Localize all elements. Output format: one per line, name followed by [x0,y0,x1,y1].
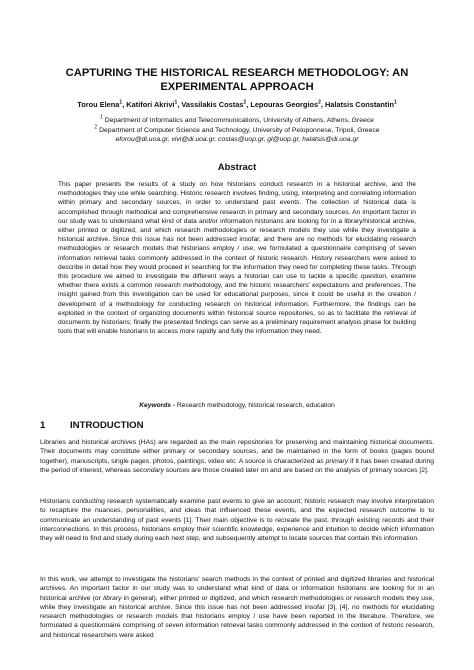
section-number: 1 [40,420,46,431]
emphasis-primary: primary [325,457,349,465]
emphasis-secondary: secondary [132,466,164,474]
body-paragraph [40,438,434,475]
author-name: Torou Elena [77,100,120,109]
author-affiliation-mark: 1 [119,99,123,106]
keywords-label: Keywords - [139,402,176,409]
author-affiliation-mark: 2 [243,99,247,106]
author-affiliation-mark: 1 [174,99,178,106]
author-name: Halatsis Constantin [324,100,394,109]
affiliation-line [30,116,444,126]
author-name: Lepouras Georgios [250,100,319,109]
keywords-text: Research methodology, historical research, education [176,402,335,409]
body-text: in general), either printed or digitized, and which research methodologies or research models they use, while they investigate an historical archive. Since this issue has not been addressed insofar [3], [4], no methods for elucidating research methodologies or research models that historians employ / use have been reported in the literature. Therefore, we formulated a questionnaire comprising of seven information retrieval tasks commonly addressed in the context of historic research, and historical researchers were asked [40,594,434,639]
abstract-heading: Abstract [217,162,257,173]
section-heading [40,420,144,431]
body-paragraph: Historians conducting research systematically examine past events to give an account; historic research may involve interpretation to recapture the nuances, personalities, and ideas that influenced these events, and the expected research outcome is to communicate an understanding of past events [1]. Their main objective is to recreate the past, through existing records and their interconnections. In this process, historians employ their scientific knowledge, experience and intuition to decide which information they will need to find and study during each next step, and subsequently attempt to locate sources that contain this information. [40,498,434,543]
body-text: if it has been created during the period of interest, whereas [40,457,435,474]
affiliation-mark: 1 [100,114,103,121]
title-line-2: EXPERIMENTAL APPROACH [160,81,314,93]
author-name: Vassilakis Costas [181,100,244,109]
keywords-line [58,401,416,410]
body-text: In this work, we attempt to investigate the historians' search methods in the context of printed and digitized libraries and historical archives. An important factor in our study was to understand what kind of data or information historians are looking for in an historical archive (or [40,576,434,602]
author-emails: eforou@di.uoa.gr, vivi@di.uoa.gr, costas@uop.gr, gl@uop.gr, halatsis@di.uoa.gr [115,136,359,143]
author-list: Torou Elena$^1$, Katifori Akrivi$^1$, Vassilakis Costas$^2$, Lepouras Georgios$^2$, Halatsis Constantin$^1$ [77,99,397,109]
author-name: Katifori Akrivi [126,100,175,109]
affiliation-text: Department of Computer Science and Technology, University of Peloponnese, Tripoli, Greece [99,126,380,134]
author-affiliation-mark: 1 [393,99,397,106]
author-affiliation-mark: 2 [318,99,321,106]
affiliation-mark: 2 [94,124,98,131]
affiliation-text: Department of Informatics and Telecommunications, University of Athens, Athens, Greece [104,117,374,124]
abstract-text: This paper presents the results of a study on how historians conduct research in a historical archive, and the methodologies they use while searching. Historic research involves finding, using, interpreting and correlating information within primary and secondary sources, in order to understand past events. The collection of historical data is accomplished through methodical and comprehensive research in primary and secondary sources. An important factor in our study was to understand what kind of data and/or information historians are looking for in a library/historical archive, either printed or digitized, and which research methodologies or research models they use while they investigate a historical archive. Since this issue has not been addressed insofar, and there are no methods for elucidating research methodologies or research models that historians employ / use, we formulated a questionnaire comprising of seven information retrieval tasks commonly addressed in the context of historic research. History researchers were asked to describe in detail how they would proceed in searching for the information they need for completing these tasks. Through this procedure we aimed to investigate the different ways a historian can use to tackle a specific question, examine whether there exists a common research methodology, and the historic researchers' expectations and preferences. The insight gained from this investigation can be used for educational purposes, since it could be useful in the creation / development of a methodology for conducting research on historical information. Furthermore, the findings can be exploited in the context of organizing documents within historical source repositories, so as to facilitate the retrieval of documents by historians; finally the presented findings can serve as a preliminary requirement analysis phase for building tools that will enable historians to access more rapidly and fully the information they need. [58,181,416,336]
affiliations [30,116,444,145]
body-paragraph [40,575,434,640]
body-text: sources are those created later on and are based on the analysis of primary sources [2]. [163,466,429,474]
paper-title [40,66,434,94]
emphasis-library: library [103,594,122,602]
affiliation-line [30,126,444,136]
title-line-1: CAPTURING THE HISTORICAL RESEARCH METHODOLOGY: AN [65,67,409,79]
body-text: Libraries and historical archives (HAs) are regarded as the main repositories for preserving and maintaining historical documents. Their documents may constitute either primary or secondary sources, and be maintained in the form of books (pages bound together), manuscripts, single pages, photos, paintings, video etc. A source is characterized as [40,439,434,465]
section-title: INTRODUCTION [70,420,144,431]
